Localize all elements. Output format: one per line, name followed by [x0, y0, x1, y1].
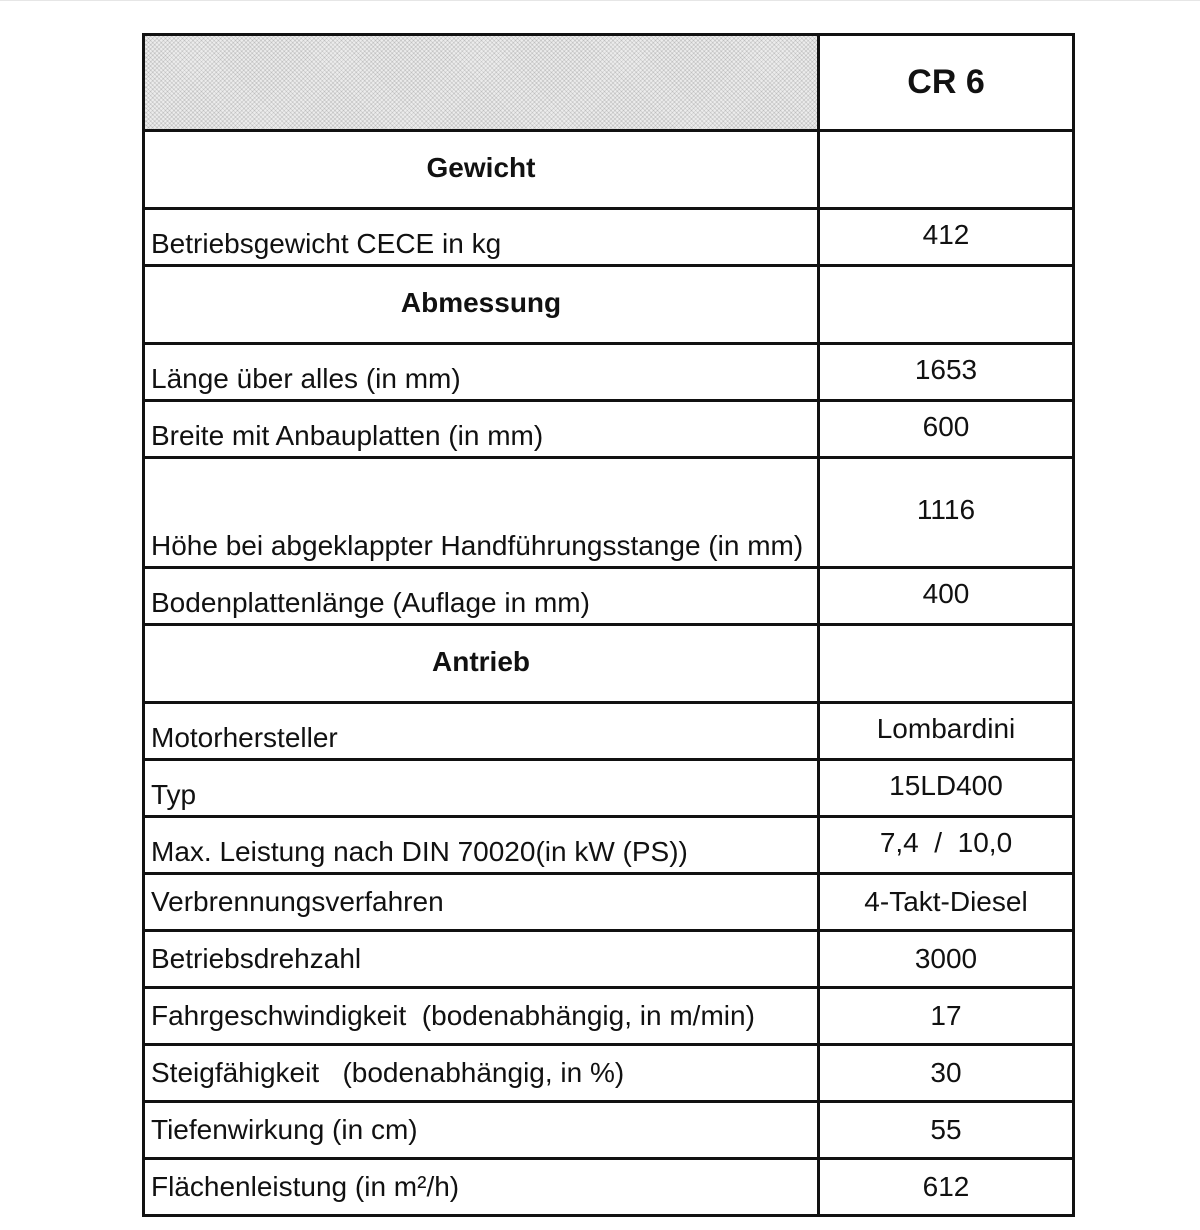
row-value: 1116 — [819, 458, 1074, 568]
row-value: 600 — [819, 401, 1074, 458]
table-row — [144, 568, 1074, 625]
table-row — [144, 209, 1074, 266]
table-row — [144, 401, 1074, 458]
table-row — [144, 817, 1074, 874]
section-title-antrieb: Antrieb — [144, 625, 819, 703]
section-empty-cell — [819, 131, 1074, 209]
table-row — [144, 760, 1074, 817]
row-label: Betriebsgewicht CECE in kg — [144, 209, 819, 266]
row-label: Tiefenwirkung (in cm) — [144, 1102, 819, 1159]
row-value: 15LD400 — [819, 760, 1074, 817]
row-value: 55 — [819, 1102, 1074, 1159]
row-value: 400 — [819, 568, 1074, 625]
top-border-line — [0, 0, 1200, 1]
row-value: 4-Takt-Diesel — [819, 874, 1074, 931]
row-label: Typ — [144, 760, 819, 817]
table-row — [144, 344, 1074, 401]
row-value: 3000 — [819, 931, 1074, 988]
section-row-antrieb — [144, 625, 1074, 703]
section-row-abmessung — [144, 266, 1074, 344]
header-hatched-cell — [144, 35, 819, 131]
table-row — [144, 458, 1074, 568]
row-label: Breite mit Anbauplatten (in mm) — [144, 401, 819, 458]
section-empty-cell — [819, 625, 1074, 703]
header-row — [144, 35, 1074, 131]
row-label: Steigfähigkeit (bodenabhängig, in %) — [144, 1045, 819, 1102]
row-label: Bodenplattenlänge (Auflage in mm) — [144, 568, 819, 625]
section-row-gewicht — [144, 131, 1074, 209]
table-row — [144, 1045, 1074, 1102]
row-label: Flächenleistung (in m²/h) — [144, 1159, 819, 1216]
row-value: Lombardini — [819, 703, 1074, 760]
table-row — [144, 988, 1074, 1045]
spec-table — [142, 33, 1075, 1217]
model-name: CR 6 — [819, 35, 1074, 131]
row-label: Länge über alles (in mm) — [144, 344, 819, 401]
table-row — [144, 1159, 1074, 1216]
section-title-abmessung: Abmessung — [144, 266, 819, 344]
row-value: 412 — [819, 209, 1074, 266]
row-value: 7,4 / 10,0 — [819, 817, 1074, 874]
row-value: 612 — [819, 1159, 1074, 1216]
row-value: 17 — [819, 988, 1074, 1045]
row-label: Fahrgeschwindigkeit (bodenabhängig, in m/min) — [144, 988, 819, 1045]
row-label: Verbrennungsverfahren — [144, 874, 819, 931]
row-label: Motorhersteller — [144, 703, 819, 760]
section-title-gewicht: Gewicht — [144, 131, 819, 209]
section-empty-cell — [819, 266, 1074, 344]
row-value: 1653 — [819, 344, 1074, 401]
row-value: 30 — [819, 1045, 1074, 1102]
table-row — [144, 931, 1074, 988]
row-label: Betriebsdrehzahl — [144, 931, 819, 988]
table-row — [144, 1102, 1074, 1159]
row-label: Höhe bei abgeklappter Handführungsstange (in mm) — [144, 458, 819, 568]
row-label: Max. Leistung nach DIN 70020(in kW (PS)) — [144, 817, 819, 874]
table-row — [144, 874, 1074, 931]
table-row — [144, 703, 1074, 760]
